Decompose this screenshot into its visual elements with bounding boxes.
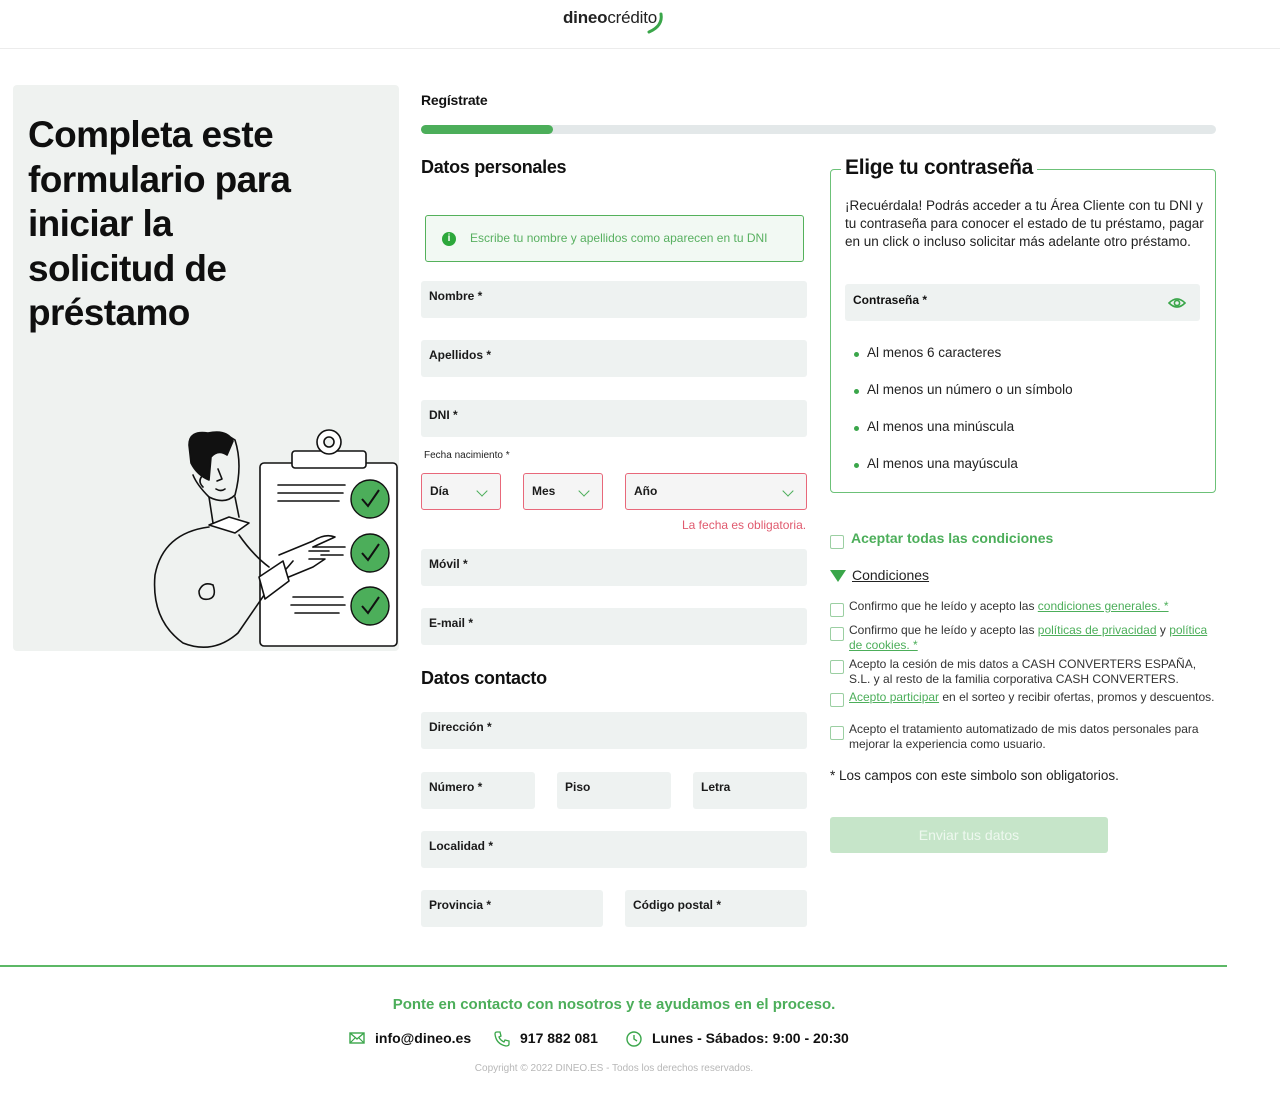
- general-conditions-text: [849, 599, 1219, 614]
- dni-label: DNI *: [429, 408, 458, 422]
- footer-hours: [652, 1030, 849, 1046]
- chevron-down-icon: [578, 485, 589, 496]
- general-conditions-checkbox[interactable]: [830, 603, 844, 617]
- step-label: Regístrate: [421, 92, 488, 108]
- birthdate-error: La fecha es obligatoria.: [682, 518, 807, 532]
- password-rule: [854, 419, 1014, 434]
- condition-text: Confirmo que he leído y acepto las: [849, 623, 1038, 637]
- contact-data-title: Datos contacto: [421, 668, 547, 688]
- footer-divider: [0, 965, 1227, 967]
- direccion-label: Dirección *: [429, 720, 492, 734]
- logo-bold: dineo: [563, 8, 608, 27]
- brand-logo[interactable]: [563, 8, 657, 28]
- piso-field[interactable]: [557, 772, 671, 809]
- general-conditions-link[interactable]: condiciones generales. *: [1037, 599, 1169, 613]
- mail-icon: [349, 1031, 365, 1045]
- condition-text: Confirmo que he leído y acepto las: [849, 599, 1038, 613]
- birth-year-select[interactable]: [625, 473, 807, 510]
- birth-month-select[interactable]: [523, 473, 603, 510]
- automated-processing-text: Acepto el tratamiento automatizado de mis datos personales para mejorar la experiencia como usuario.: [849, 722, 1199, 751]
- accept-all-label[interactable]: Aceptar todas las condiciones: [851, 530, 1054, 546]
- password-description: ¡Recuérdala! Podrás acceder a tu Área Cliente con tu DNI y tu contraseña para conocer el estado de tu préstamo, pagar en un click o incluso solicitar más adelante otro préstamo.: [845, 198, 1204, 249]
- password-label: Contraseña *: [853, 293, 928, 307]
- phone-icon: [494, 1031, 510, 1047]
- password-rule: [854, 345, 1001, 360]
- hero-panel: [13, 85, 399, 651]
- apellidos-label: Apellidos *: [429, 348, 492, 362]
- cookies-policy-link[interactable]: política de cookies. *: [849, 623, 1208, 652]
- name-info-alert: [425, 215, 804, 262]
- accept-all-checkbox[interactable]: [830, 535, 844, 549]
- hero-title: Completa este formulario para iniciar la solicitud de préstamo: [28, 114, 291, 333]
- direccion-field[interactable]: [421, 712, 807, 749]
- footer-phone-text: 917 882 081: [520, 1030, 598, 1046]
- condition-text: en el sorteo y recibir ofertas, promos y descuentos.: [939, 690, 1215, 704]
- codigo-postal-field[interactable]: [625, 890, 807, 927]
- raffle-checkbox[interactable]: [830, 693, 844, 707]
- movil-label: Móvil *: [429, 557, 468, 571]
- clipboard-illustration: [13, 85, 399, 651]
- logo-light: crédito: [607, 8, 657, 27]
- footer-phone[interactable]: [520, 1030, 598, 1046]
- email-field[interactable]: [421, 608, 807, 645]
- raffle-text: [849, 690, 1219, 705]
- localidad-label: Localidad *: [429, 839, 494, 853]
- progress-bar: [421, 125, 1216, 134]
- condition-text: y: [1156, 623, 1170, 637]
- localidad-field[interactable]: [421, 831, 807, 868]
- piso-label: Piso: [565, 780, 591, 794]
- chevron-down-icon: [782, 485, 793, 496]
- dni-field[interactable]: [421, 400, 807, 437]
- birth-month-label: Mes: [532, 484, 556, 498]
- numero-field[interactable]: [421, 772, 535, 809]
- raffle-link[interactable]: Acepto participar: [849, 690, 940, 704]
- password-rule: [854, 456, 1018, 471]
- progress-fill: [421, 125, 553, 134]
- nombre-label: Nombre *: [429, 289, 483, 303]
- letra-field[interactable]: [693, 772, 807, 809]
- footer-headline: Ponte en contacto con nosotros y te ayudamos en el proceso.: [392, 996, 836, 1013]
- check-icons: [351, 480, 389, 625]
- submit-button[interactable]: Enviar tus datos: [830, 817, 1108, 853]
- email-label: E-mail *: [429, 616, 474, 630]
- info-icon: i: [442, 232, 456, 246]
- privacy-checkbox[interactable]: [830, 627, 844, 641]
- codigo-postal-label: Código postal *: [633, 898, 721, 912]
- chevron-down-icon: [476, 485, 487, 496]
- copyright: Copyright © 2022 DINEO.ES - Todos los derechos reservados.: [474, 1063, 754, 1074]
- birthdate-label: Fecha nacimiento *: [424, 450, 510, 461]
- numero-label: Número *: [429, 780, 483, 794]
- password-rule: [854, 382, 1073, 397]
- automated-processing-checkbox[interactable]: [830, 726, 844, 740]
- provincia-label: Provincia *: [429, 898, 492, 912]
- name-info-text: Escribe tu nombre y apellidos como aparecen en tu DNI: [470, 231, 768, 245]
- nombre-field[interactable]: [421, 281, 807, 318]
- birth-day-label: Día: [430, 484, 449, 498]
- apellidos-field[interactable]: [421, 340, 807, 377]
- privacy-text: [849, 623, 1219, 653]
- clock-icon: [626, 1031, 642, 1047]
- logo-swoosh-icon: [645, 12, 665, 34]
- top-bar: [0, 0, 1280, 49]
- triangle-down-icon[interactable]: [830, 570, 846, 582]
- password-rule-text: Al menos un número o un símbolo: [867, 382, 1073, 397]
- data-transfer-checkbox[interactable]: [830, 660, 844, 674]
- required-fields-note: * Los campos con este simbolo son obligatorios.: [830, 768, 1119, 783]
- password-rule-text: Al menos una minúscula: [867, 419, 1015, 434]
- password-title: Elige tu contraseña: [841, 156, 1037, 180]
- birth-year-label: Año: [634, 484, 658, 498]
- password-rule-text: Al menos una mayúscula: [867, 456, 1018, 471]
- conditions-toggle[interactable]: Condiciones: [852, 567, 930, 583]
- provincia-field[interactable]: [421, 890, 603, 927]
- password-rule-text: Al menos 6 caracteres: [867, 345, 1002, 360]
- privacy-policy-link[interactable]: políticas de privacidad: [1037, 623, 1157, 637]
- personal-data-title: Datos personales: [421, 157, 567, 177]
- footer-email[interactable]: [375, 1030, 471, 1046]
- letra-label: Letra: [701, 780, 731, 794]
- eye-icon[interactable]: [1168, 296, 1186, 310]
- movil-field[interactable]: [421, 549, 807, 586]
- footer-email-text: info@dineo.es: [375, 1030, 472, 1046]
- footer-hours-text: Lunes - Sábados: 9:00 - 20:30: [652, 1030, 849, 1046]
- birth-day-select[interactable]: [421, 473, 501, 510]
- data-transfer-text: Acepto la cesión de mis datos a CASH CONVERTERS ESPAÑA, S.L. y al resto de la familia corporativa CASH CONVERTERS.: [849, 657, 1197, 686]
- password-field[interactable]: [845, 284, 1200, 321]
